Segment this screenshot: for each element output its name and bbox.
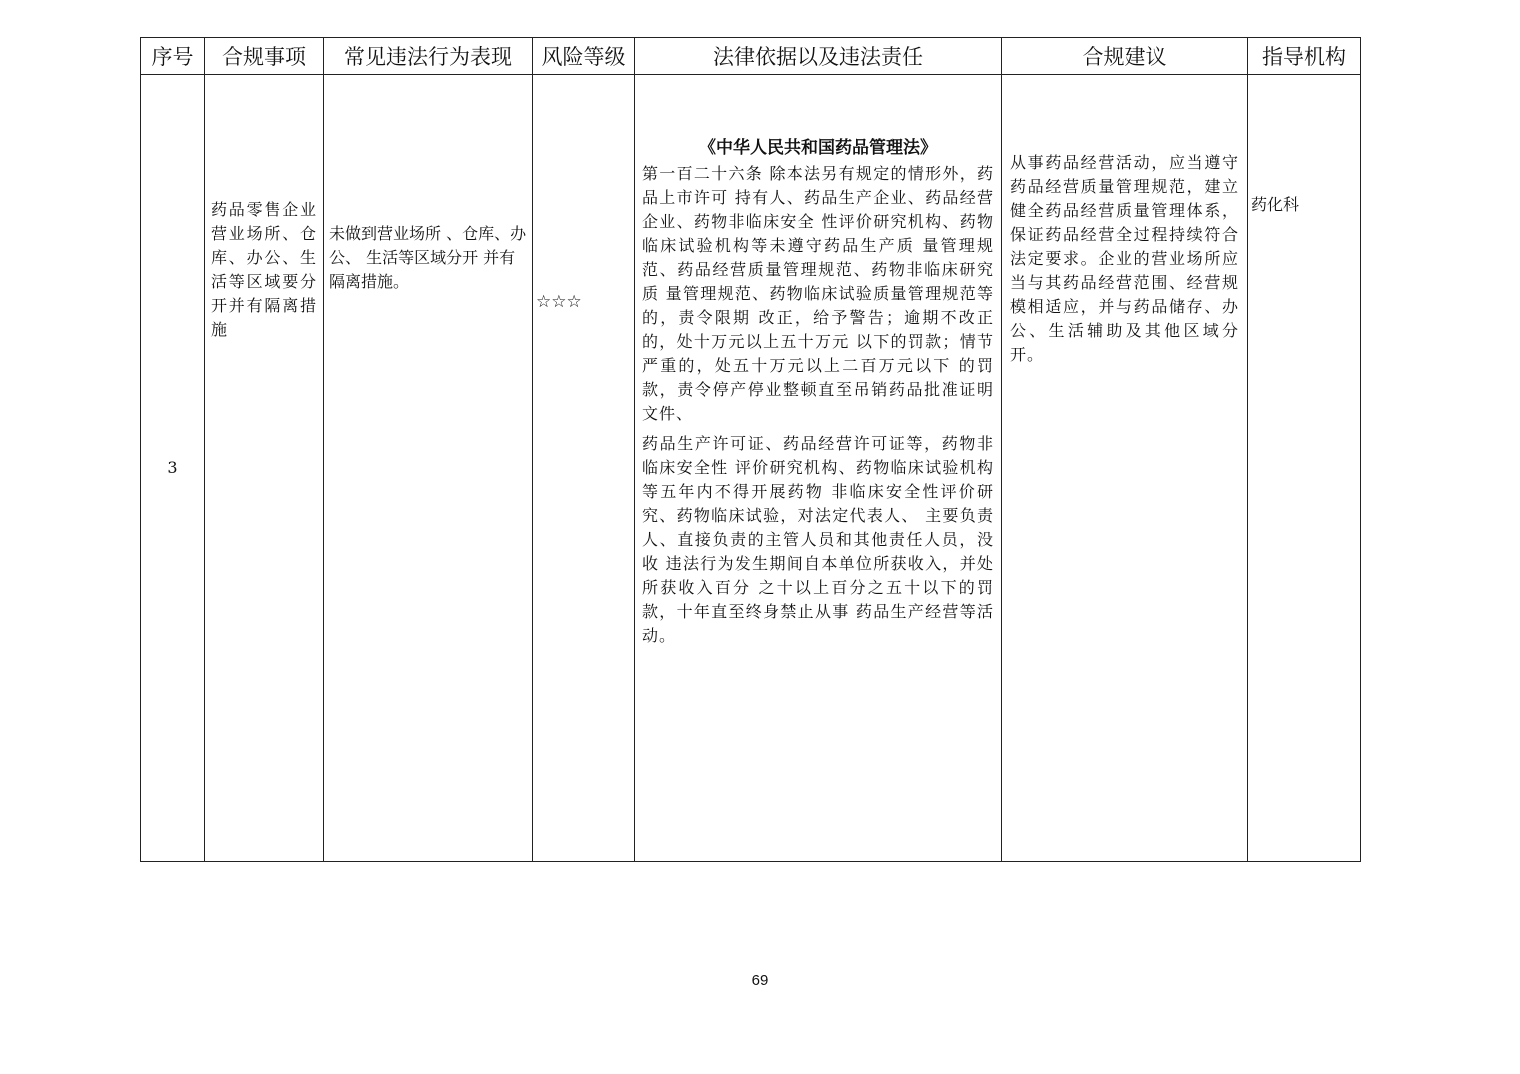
header-item: 合规事项 — [205, 38, 324, 75]
law-paragraph-1: 第一百二十六条 除本法另有规定的情形外，药品上市许可 持有人、药品生产企业、药品经营企业、药物非临床安全 性评价研究机构、药物临床试验机构等未遵守药品生产质 量管理规范、药品经营质量管理规范、药物非临床研究质 量管理规范、药物临床试验质量管理规范等的，责令限期 改正，给予警告；逾期不改正的，处十万元以上五十万元 以下的罚款；情节严重的，处五十万元以上二百万元以下 的罚款，责令停产停业整顿直至吊销药品批准证明文件、 — [642, 164, 994, 423]
item-text: 药品零售企业 营业场所、仓 库、办公、生 活等区域要分 开并有隔离措施 — [211, 200, 317, 339]
cell-advice — [1002, 75, 1248, 862]
cell-behavior — [324, 75, 533, 862]
header-agency: 指导机构 — [1248, 38, 1361, 75]
behavior-text: 未做到营业场所 、仓库、办公、 生活等区域分开 并有隔离措施。 — [329, 224, 527, 291]
cell-risk — [533, 75, 635, 862]
header-advice: 合规建议 — [1002, 38, 1248, 75]
header-seq: 序号 — [141, 38, 205, 75]
agency-text: 药化科 — [1251, 195, 1300, 214]
cell-item — [205, 75, 324, 862]
law-paragraph-2: 药品生产许可证、药品经营许可证等，药物非临床安全性 评价研究机构、药物临床试验机构等五年内不得开展药物 非临床安全性评价研究、药物临床试验，对法定代表人、 主要负责人、直接负责的主管人员和其他责任人员，没收 违法行为发生期间自本单位所获收入，并处所获收入百分 之十以上百分之五十以下的罚款，十年直至终身禁止从事 药品生产经营等活动。 — [642, 434, 994, 645]
header-risk: 风险等级 — [533, 38, 635, 75]
law-title: 《中华人民共和国药品管理法》 — [699, 138, 937, 158]
risk-stars: ☆☆☆ — [536, 292, 582, 312]
header-row — [141, 38, 1361, 75]
cell-seq — [141, 75, 205, 862]
table-row — [141, 75, 1361, 862]
advice-text: 从事药品经营活动，应当遵守药品经营质量管理规范，建立健全药品经营质量管理体系，保证药品经营全过程持续符合法定要求。企业的营业场所应当与其药品经营范围、经营规模相适应，并与药品储存、办公、生活辅助及其他区域分开。 — [1010, 153, 1239, 364]
seq-number: 3 — [167, 458, 178, 477]
header-behavior: 常见违法行为表现 — [324, 38, 533, 75]
header-law: 法律依据以及违法责任 — [635, 38, 1002, 75]
compliance-table — [140, 37, 1361, 862]
page-number: 69 — [751, 972, 769, 989]
cell-agency — [1248, 75, 1361, 862]
cell-law — [635, 75, 1002, 862]
